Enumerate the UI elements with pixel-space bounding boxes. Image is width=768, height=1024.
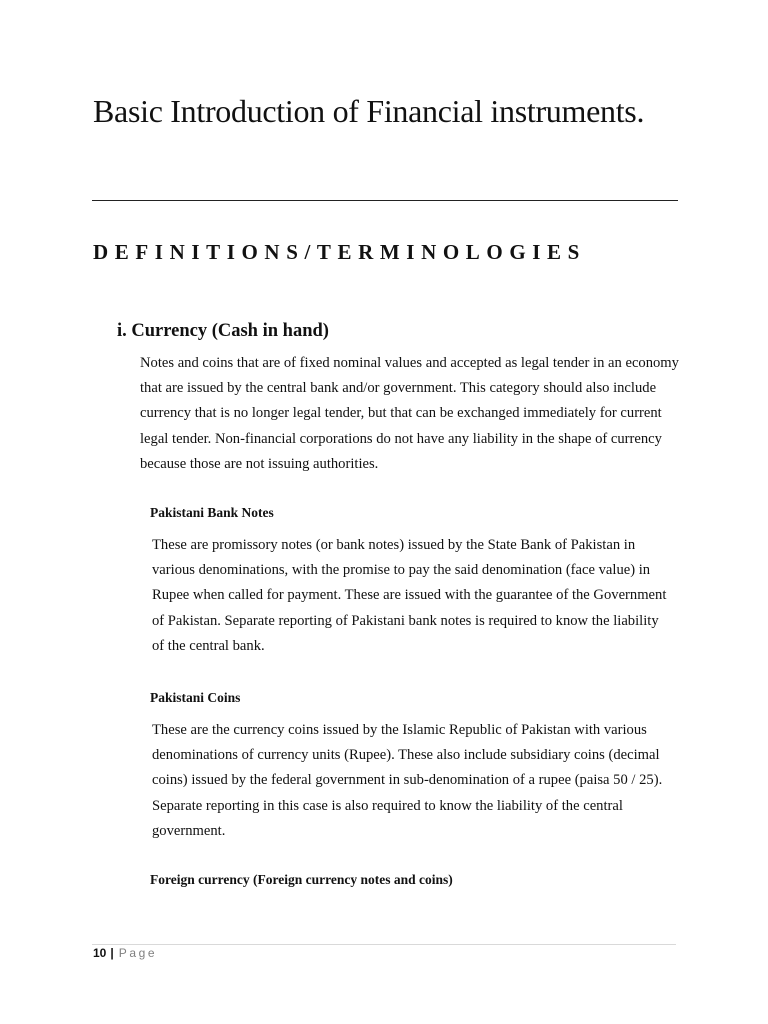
currency-paragraph: Notes and coins that are of fixed nominal values and accepted as legal tender in an economy that are issued by the central bank and/or government. This category should also include currency that is no longer legal tender, but that can be exchanged immediately for current legal tender. Non-financial corporations do not have any liability in the shape of currency because those are not issuing authorities.: [140, 355, 679, 472]
currency-heading: i. Currency (Cash in hand): [117, 321, 329, 341]
page-label: Page: [118, 946, 158, 960]
coins-heading: Pakistani Coins: [150, 690, 241, 705]
page-number: 10: [93, 946, 107, 960]
bank-notes-paragraph: These are promissory notes (or bank notes) issued by the State Bank of Pakistan in various denominations, with the promise to pay the said denomination (face value) in Rupee when called for payment. These are issued with the guarantee of the Government of Pakistan. Separate reporting of Pakistani bank notes is required to know the liability of the central bank.: [152, 537, 667, 654]
footer-separator: |: [110, 946, 114, 960]
coins-paragraph: These are the currency coins issued by the Islamic Republic of Pakistan with various denominations of currency units (Rupee). These also include subsidiary coins (decimal coins) issued by the federal government in sub-denomination of a rupee (paisa 50 / 25). Separate reporting in this case is also required to know the liability of the central government.: [152, 722, 663, 839]
page-footer: [93, 946, 157, 960]
title-divider: [92, 200, 678, 201]
section-heading: DEFINITIONS/TERMINOLOGIES: [93, 240, 586, 264]
bank-notes-heading: Pakistani Bank Notes: [150, 505, 274, 520]
footer-divider: [92, 944, 676, 945]
foreign-currency-heading: Foreign currency (Foreign currency notes and coins): [150, 872, 453, 887]
document-title: Basic Introduction of Financial instruments.: [93, 93, 645, 129]
